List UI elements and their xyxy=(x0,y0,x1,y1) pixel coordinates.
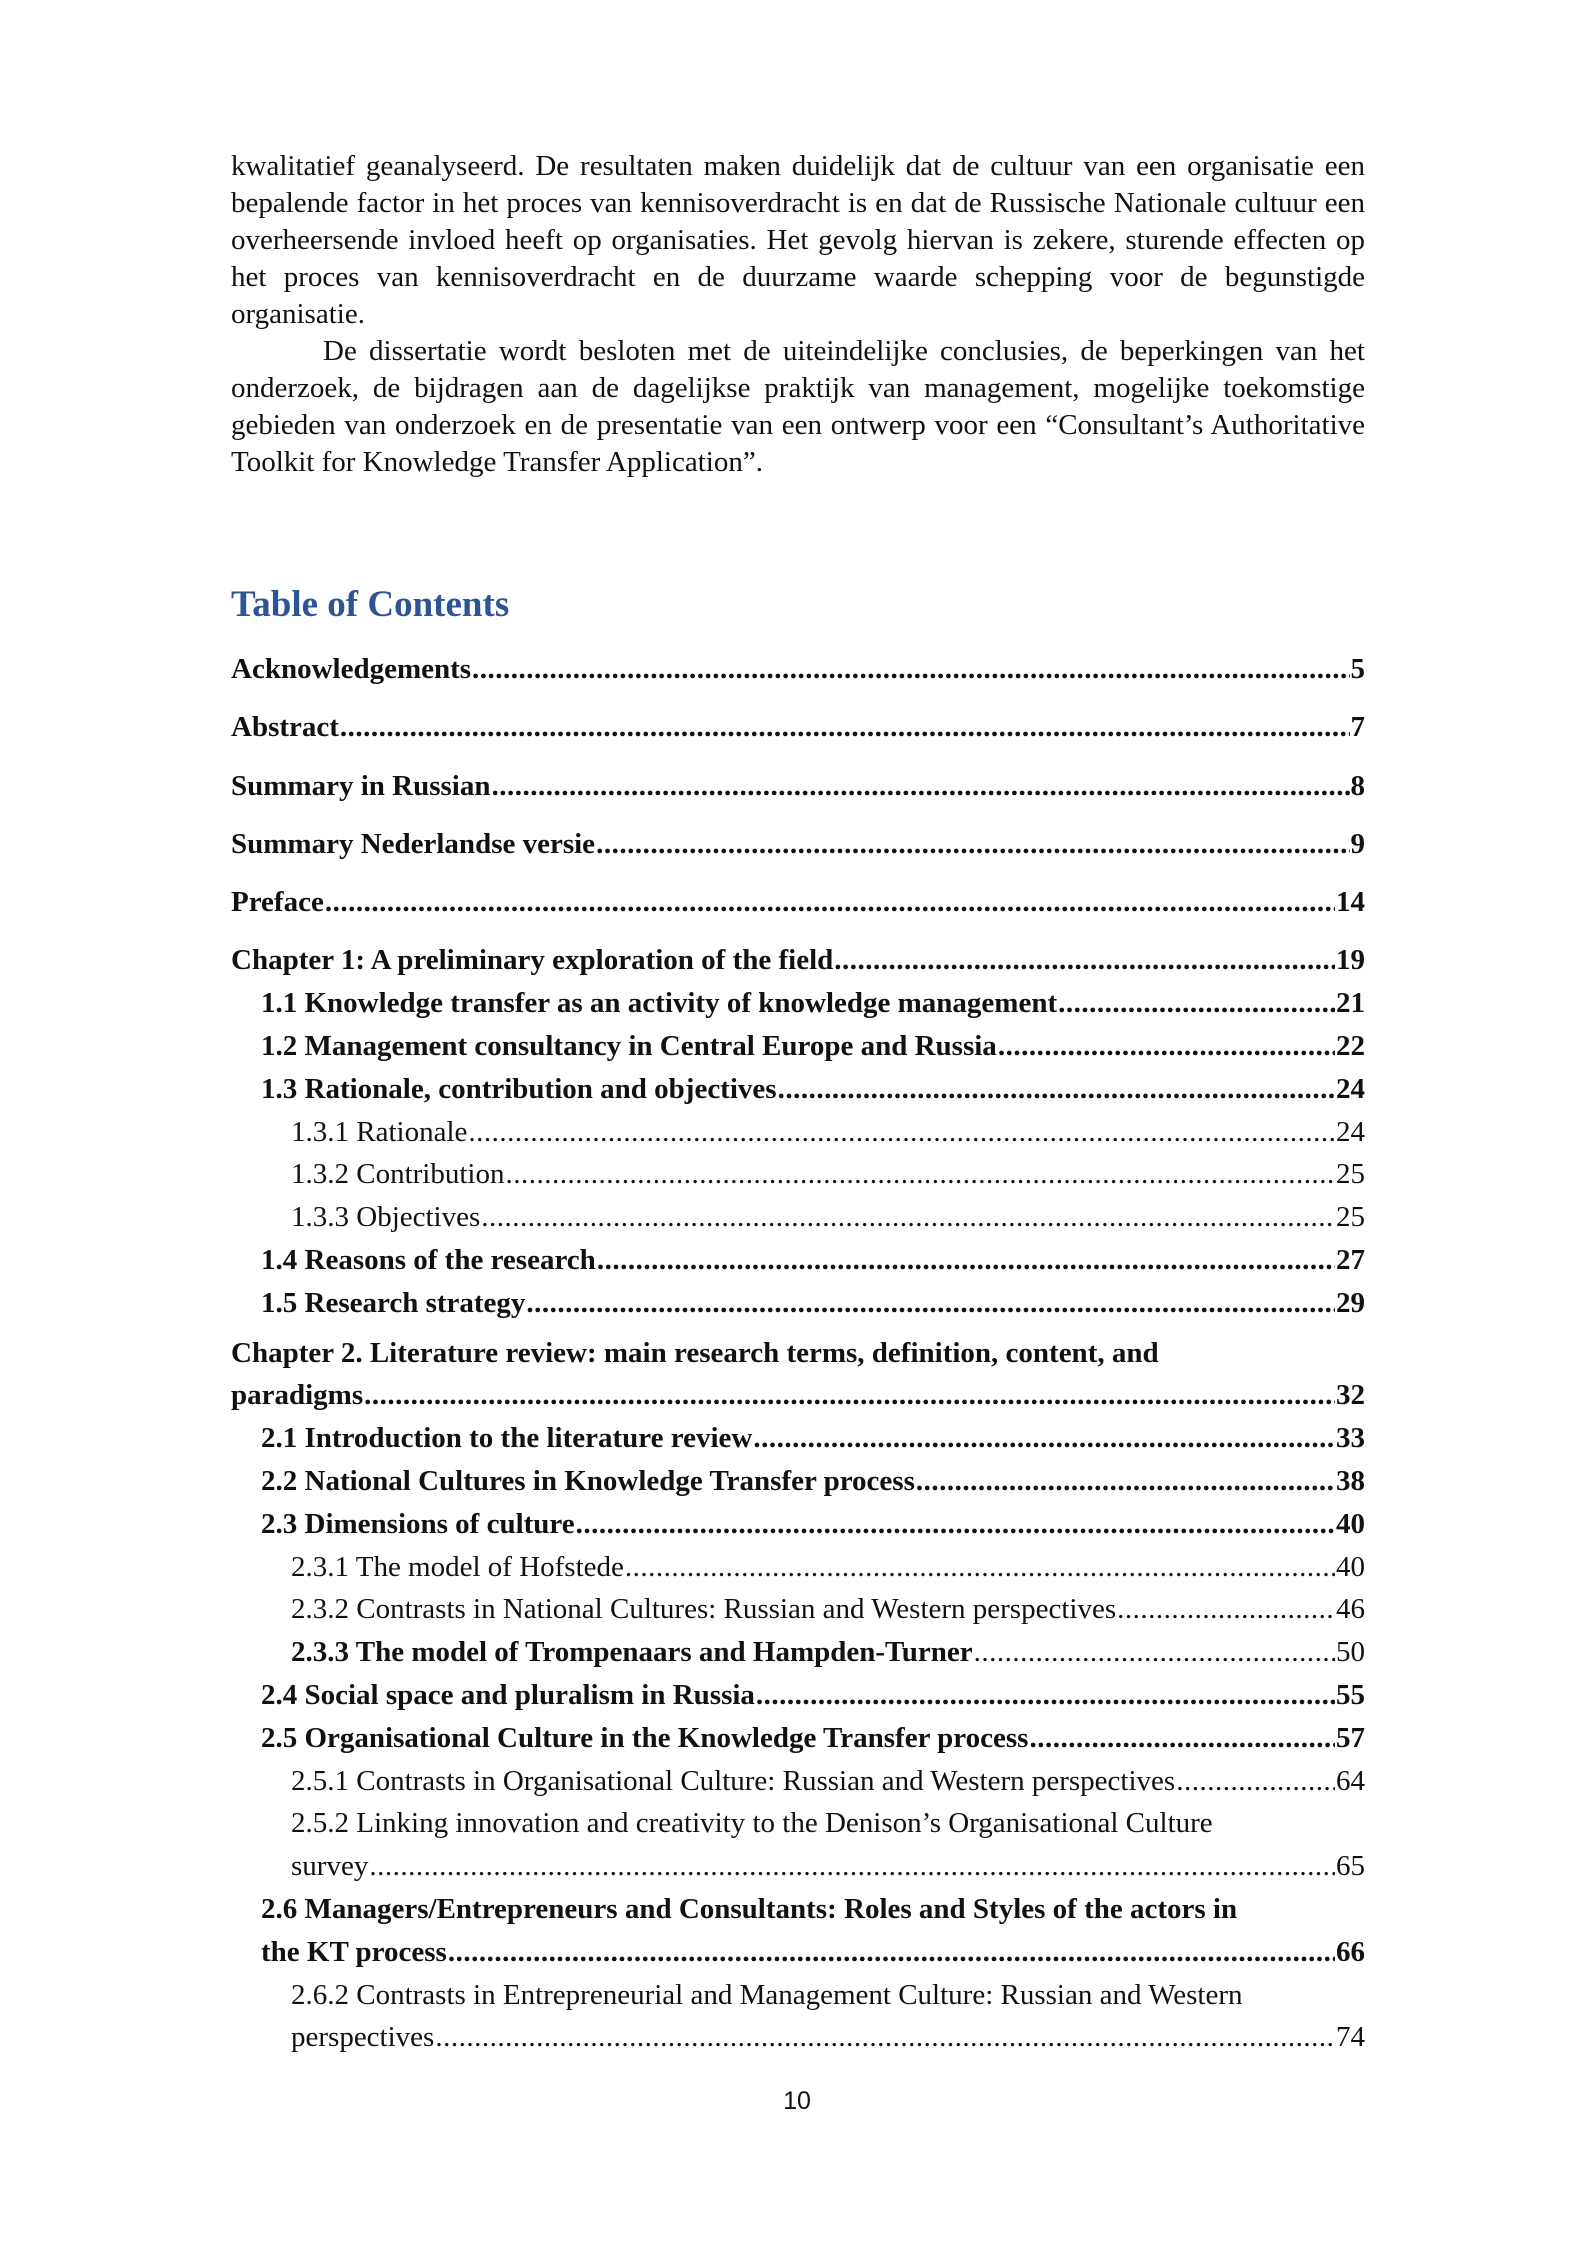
toc-entry-acknowledgements[interactable]: Acknowledgements ..... 5 xyxy=(231,648,1365,691)
toc-entry-2-5-2[interactable] xyxy=(231,1802,1365,1888)
toc-entry-1-3-2[interactable]: 1.3.2 Contribution ..... 25 xyxy=(231,1153,1365,1196)
toc-entry-text: 2.6.2 Contrasts in Entrepreneurial and Management Culture: Russian and Western xyxy=(291,1978,1243,2011)
toc-entry-2-6-2[interactable] xyxy=(231,1974,1365,2060)
toc-entry-continuation: survey ..... 65 xyxy=(231,1845,1365,1888)
toc-entry-2-3[interactable]: 2.3 Dimensions of culture ..... 40 xyxy=(231,1503,1365,1546)
toc-entry-text: 2.5.2 Linking innovation and creativity to the Denison’s Organisational Culture xyxy=(291,1807,1213,1840)
toc-entry-summary-dutch[interactable]: Summary Nederlandse versie ..... 9 xyxy=(231,823,1365,866)
table-of-contents xyxy=(231,648,1365,2059)
toc-entry-chapter-2[interactable] xyxy=(231,1332,1365,1418)
toc-entry-continuation: perspectives ..... 74 xyxy=(231,2016,1365,2059)
toc-entry-2-3-1[interactable]: 2.3.1 The model of Hofstede ..... 40 xyxy=(231,1546,1365,1589)
toc-entry-1-3-3[interactable]: 1.3.3 Objectives ..... 25 xyxy=(231,1196,1365,1239)
toc-entry-1-2[interactable]: 1.2 Management consultancy in Central Europe and Russia ..... 22 xyxy=(231,1025,1365,1068)
toc-entry-2-3-3[interactable]: 2.3.3 The model of Trompenaars and Hampden-Turner ..... 50 xyxy=(231,1631,1365,1674)
toc-entry-chapter-1[interactable]: Chapter 1: A preliminary exploration of the field ..... 19 xyxy=(231,939,1365,982)
toc-entry-continuation: the KT process ..... 66 xyxy=(231,1931,1365,1974)
toc-entry-1-5[interactable]: 1.5 Research strategy ..... 29 xyxy=(231,1282,1365,1325)
toc-entry-1-1[interactable]: 1.1 Knowledge transfer as an activity of knowledge management ..... 21 xyxy=(231,982,1365,1025)
toc-entry-text: Chapter 2. Literature review: main research terms, definition, content, and xyxy=(231,1336,1159,1369)
toc-entry-2-5[interactable]: 2.5 Organisational Culture in the Knowledge Transfer process ..... 57 xyxy=(231,1717,1365,1760)
toc-entry-1-4[interactable]: 1.4 Reasons of the research ..... 27 xyxy=(231,1239,1365,1282)
toc-entry-summary-russian[interactable]: Summary in Russian ..... 8 xyxy=(231,765,1365,808)
toc-entry-1-3-1[interactable]: 1.3.1 Rationale ..... 24 xyxy=(231,1111,1365,1154)
toc-entry-preface[interactable]: Preface ..... 14 xyxy=(231,881,1365,924)
toc-entry-text: 2.6 Managers/Entrepreneurs and Consultants: Roles and Styles of the actors in xyxy=(261,1893,1238,1926)
toc-entry-2-4[interactable]: 2.4 Social space and pluralism in Russia ..... 55 xyxy=(231,1674,1365,1717)
toc-entry-abstract[interactable]: Abstract ..... 7 xyxy=(231,706,1365,749)
toc-entry-1-3[interactable]: 1.3 Rationale, contribution and objectives ..... 24 xyxy=(231,1068,1365,1111)
toc-entry-continuation: paradigms ..... 32 xyxy=(231,1374,1365,1417)
toc-title: Table of Contents xyxy=(231,584,510,625)
summary-text xyxy=(231,148,1365,481)
toc-entry-2-1[interactable]: 2.1 Introduction to the literature review ..... 33 xyxy=(231,1417,1365,1460)
toc-entry-2-5-1[interactable]: 2.5.1 Contrasts in Organisational Culture: Russian and Western perspectives ..... 64 xyxy=(231,1760,1365,1803)
toc-entry-2-6[interactable] xyxy=(231,1888,1365,1974)
page-number: 10 xyxy=(783,2087,811,2115)
summary-paragraph-1: kwalitatief geanalyseerd. De resultaten maken duidelijk dat de cultuur van een organisatie een bepalende factor in het proces van kennisoverdracht is en dat de Russische Nationale cultuur een overheersende invloed heeft op organisaties. Het gevolg hiervan is zekere, sturende effecten op het proces van kennisoverdracht en de duurzame waarde schepping voor de begunstigde organisatie. xyxy=(231,150,1365,330)
toc-entry-2-2[interactable]: 2.2 National Cultures in Knowledge Transfer process ..... 38 xyxy=(231,1460,1365,1503)
summary-paragraph-2: De dissertatie wordt besloten met de uiteindelijke conclusies, de beperkingen van het onderzoek, de bijdragen aan de dagelijkse praktijk van management, mogelijke toekomstige gebieden van onderzoek en de presentatie van een ontwerp voor een “Consultant’s Authoritative Toolkit for Knowledge Transfer Application”. xyxy=(231,335,1365,478)
toc-entry-2-3-2[interactable]: 2.3.2 Contrasts in National Cultures: Russian and Western perspectives ..... 46 xyxy=(231,1588,1365,1631)
